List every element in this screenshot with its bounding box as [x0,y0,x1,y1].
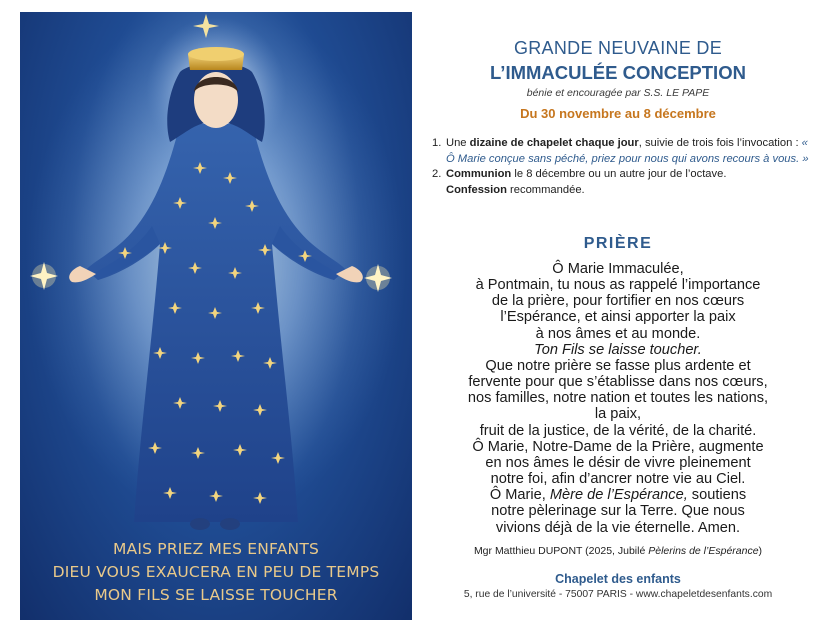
novena-dates: Du 30 novembre au 8 décembre [520,106,716,121]
devotional-image [20,12,412,620]
instruction-item: 2. Communion le 8 décembre ou un autre jour de l’octave. Confession recommandée. [432,168,727,196]
prayer-title: PRIÈRE [583,235,653,252]
instructions-list [432,136,812,198]
title-line1: GRANDE NEUVAINE DE [513,38,723,58]
instruction-item: 1. Une dizaine de chapelet chaque jour, suivie de trois fois l’invocation : « Ô Marie conçue sans péché, priez pour nous qui avons recours à vous. » [432,137,809,165]
publisher-address: 5, rue de l’université - 75007 PARIS - www.chapeletdesenfants.com [463,589,773,600]
publisher-name: Chapelet des enfants [555,572,681,586]
invocation-quote: « Ô Marie conçue sans péché, priez pour nous qui avons recours à vous. » [446,137,809,165]
subtitle: bénie et encouragée par S.S. LE PAPE [526,87,710,99]
title-line2: L’IMMACULÉE CONCEPTION [490,62,746,83]
image-caption-line: MAIS PRIEZ MES ENFANTS [112,540,320,558]
image-caption-line: DIEU VOUS EXAUCERA EN PEU DE TEMPS [52,563,380,581]
prayer-text: Ô Marie Immaculée, à Pontmain, tu nous as rappelé l’importance de la prière, pour fortifier en nos cœurs l’Espérance, et ainsi apporter la paix à nos âmes et au monde. Ton Fils se laisse toucher. Que notre prière se fasse plus ardente et fervente pour que s’établisse dans nos cœurs, nos familles, notre nation et toutes les nations, la paix, fruit de la justice, de la vérité, de la charité. Ô Marie, Notre-Dame de la Prière, augmente en nos âmes le désir de vivre pleinement notre foi, afin d’ancrer notre vie au Ciel. Ô Marie, Mère de l’Espérance, soutiens notre pèlerinage sur la Terre. Que nous vivions déjà de la vie éternelle. Amen. [467,261,769,536]
virgin-mary-illustration [20,12,412,620]
image-caption-line: MON FILS SE LAISSE TOUCHER [94,586,338,604]
prayer-signature: Mgr Matthieu DUPONT (2025, Jubilé Pèlerins de l’Espérance) [473,545,763,557]
